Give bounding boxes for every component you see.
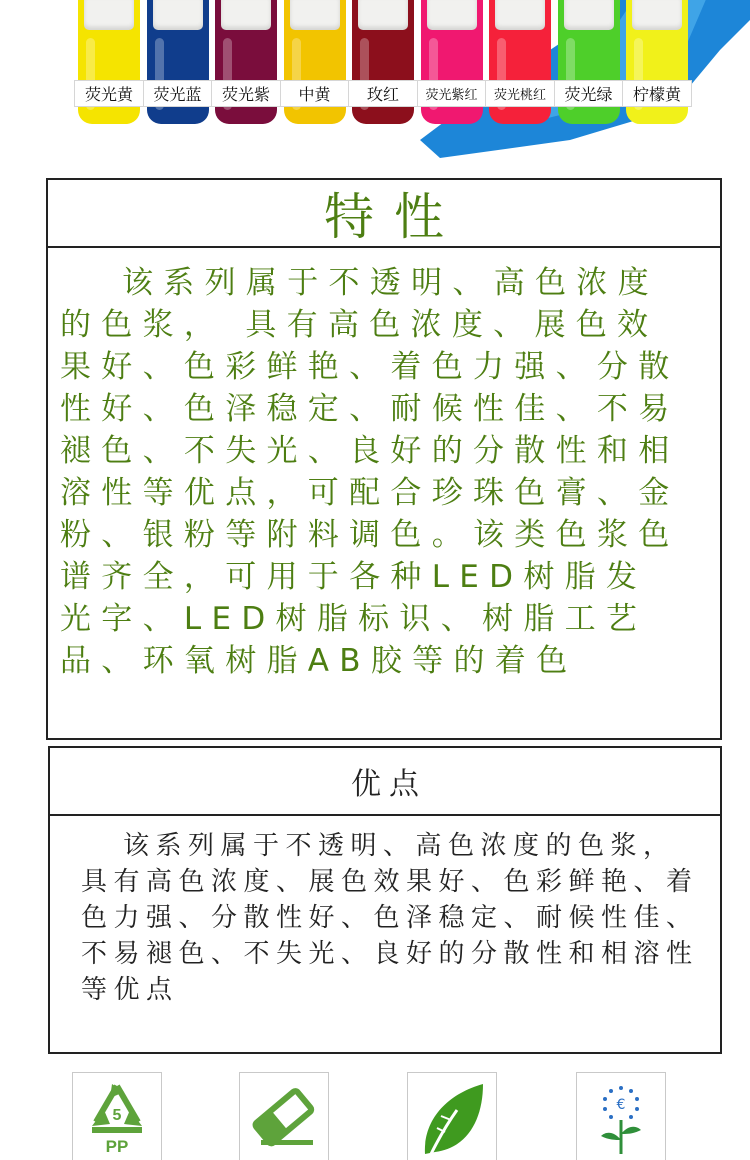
leaf-icon [417, 1080, 487, 1156]
advantages-title-box [48, 746, 722, 816]
bottle-cap [290, 0, 340, 30]
recycle-pp-icon [82, 1080, 152, 1156]
product-photo [0, 0, 750, 168]
bottle-9 [626, 0, 688, 124]
bottle-4 [284, 0, 346, 124]
recycle-number: 5 [112, 1107, 122, 1124]
bottle-2 [147, 0, 209, 124]
bottle-5 [352, 0, 414, 124]
features-body-box [46, 246, 722, 740]
bottle-label: 荧光绿 [554, 80, 624, 107]
features-title-box [46, 178, 722, 248]
bottle-cap [427, 0, 477, 30]
bottle-7 [489, 0, 551, 124]
bottle-label: 中黄 [280, 80, 350, 107]
bottle-label: 柠檬黄 [622, 80, 692, 107]
leaf-tile [407, 1072, 497, 1160]
advantages-title: 优点 [351, 767, 427, 802]
bottle-3 [215, 0, 277, 124]
eraser-tile [239, 1072, 329, 1160]
bottle-6 [421, 0, 483, 124]
bottle-label: 荧光黄 [74, 80, 144, 107]
bottle-cap [221, 0, 271, 30]
bottle-label: 荧光蓝 [143, 80, 213, 107]
bottle-cap [564, 0, 614, 30]
bottle-8 [558, 0, 620, 124]
bottle-label: 玫红 [348, 80, 418, 107]
recycle-code: PP [105, 1137, 129, 1156]
bottle-cap [84, 0, 134, 30]
eraser-icon [247, 1088, 321, 1148]
recycle-pp-tile [72, 1072, 162, 1160]
bottle-cap [495, 0, 545, 30]
bottle-cap [358, 0, 408, 30]
bottle-label: 荧光紫红 [417, 80, 487, 107]
eu-ecolabel-tile [576, 1072, 666, 1160]
bottle-label: 荧光紫 [211, 80, 281, 107]
eu-ecolabel-icon [591, 1080, 651, 1156]
svg-text:€: € [616, 1097, 626, 1113]
advantages-text: 该系列属于不透明、高色浓度的色浆，具有高色浓度、展色效果好、色彩鲜艳、着色力强、分散性好、色泽稳定、耐候性佳、不易褪色、不失光、良好的分散性和相溶性等优点 [81, 831, 699, 1005]
features-text: 该系列属于不透明、高色浓度的色浆， 具有高色浓度、展色效果好、色彩鲜艳、着色力强、分散性好、色泽稳定、耐候性佳、不易褪色、不失光、良好的分散性和相溶性等优点，可配合珍珠色膏、金粉、银粉等附料调色。该类色浆色谱齐全，可用于各种LED树脂发光字、LED树脂标识、树脂工艺品、环氧树脂AB胶等的着色 [60, 265, 680, 679]
bottle-cap [153, 0, 203, 30]
bottle-cap [632, 0, 682, 30]
features-title: 特性 [324, 188, 464, 246]
advantages-body-box [48, 814, 722, 1054]
bottle-label: 荧光桃红 [485, 80, 555, 107]
bottle-1 [78, 0, 140, 124]
